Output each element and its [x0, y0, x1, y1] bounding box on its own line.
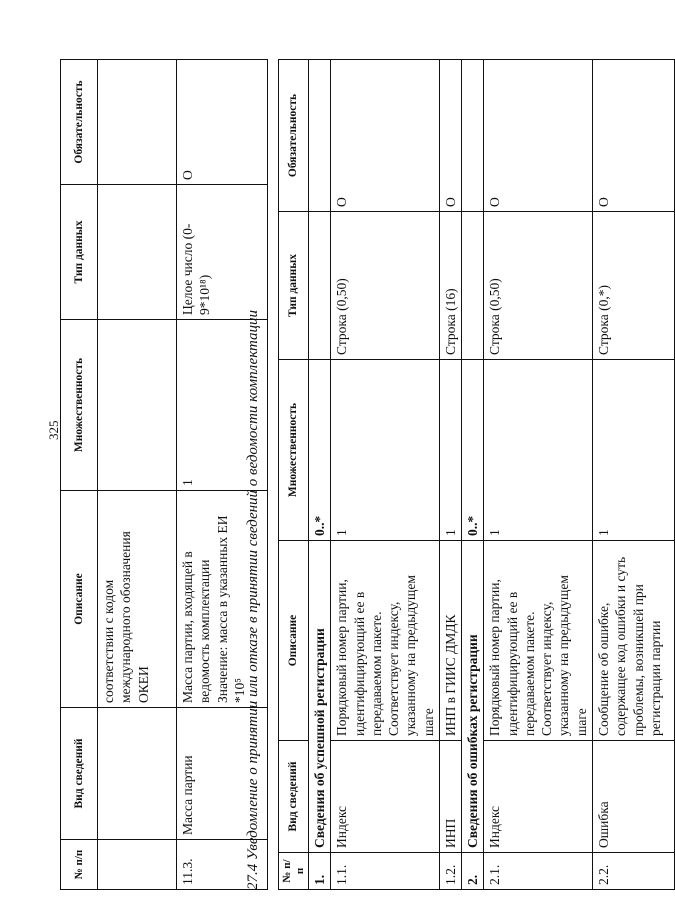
cell-req: O	[439, 60, 461, 212]
page-number: 325	[46, 420, 61, 440]
cell-type: Целое число (0-9*10¹⁸)	[177, 185, 268, 320]
cell-desc: Порядковый номер партии, идентифицирующий ее в передаваемом пакете. Соответствует индексу, указанному на предыдущем шаге	[331, 541, 440, 741]
cell-req	[98, 60, 177, 185]
header-num: № п/п	[279, 853, 309, 890]
cell-num	[98, 840, 177, 890]
cell-mult: 0..*	[309, 360, 331, 541]
cell-type: Строка (0,50)	[484, 212, 593, 360]
cell-mult: 1	[177, 320, 268, 491]
table-row	[484, 60, 593, 890]
table-caption: 27.4 Уведомление о принятии или отказе в принятии сведений о ведомости комплектации	[245, 309, 261, 890]
cell-desc: Сообщение об ошибке, содержащее код ошибки и суть проблемы, возникшей при регистрации партии	[592, 541, 674, 741]
cell-num: 1.1.	[331, 853, 440, 890]
header-name: Вид сведений	[279, 741, 309, 853]
cell-type: Строка (16)	[439, 212, 461, 360]
header-mult: Множественность	[61, 320, 98, 491]
cell-mult: 1	[592, 360, 674, 541]
cell-name: Ошибка	[592, 741, 674, 853]
header-type: Тип данных	[61, 185, 98, 320]
section-row	[462, 60, 484, 890]
cell-name: Масса партии	[177, 708, 268, 840]
table-row	[331, 60, 440, 890]
cell-num: 11.3.	[177, 840, 268, 890]
cell-mult: 1	[331, 360, 440, 541]
header-desc: Описание	[61, 491, 98, 708]
header-desc: Описание	[279, 541, 309, 741]
cell-req: O	[484, 60, 593, 212]
cell-mult: 0..*	[462, 360, 484, 541]
cell-mult: 1	[439, 360, 461, 541]
cell-num: 1.	[309, 853, 331, 890]
cell-req: O	[177, 60, 268, 185]
cell-type: Строка (0,*)	[592, 212, 674, 360]
cell-name: Индекс	[331, 741, 440, 853]
header-num: № п/п	[61, 840, 98, 890]
cell-name: Индекс	[484, 741, 593, 853]
header-req: Обязательность	[279, 60, 309, 212]
cell-desc: Порядковый номер партии, идентифицирующий ее в передаваемом пакете. Соответствует индексу, указанному на предыдущем шаге	[484, 541, 593, 741]
desc-value-note: Значение: масса в указанных ЕИ *10⁵	[214, 515, 247, 703]
cell-desc: ИНП в ГИИС ДМДК	[439, 541, 461, 741]
cell-type: Строка (0,50)	[331, 212, 440, 360]
header-req: Обязательность	[61, 60, 98, 185]
section-title: Сведения об ошибках регистрации	[462, 541, 484, 853]
header-name: Вид сведений	[61, 708, 98, 840]
header-row	[279, 60, 309, 890]
rotated-page-content	[60, 60, 663, 890]
section-title: Сведения об успешной регистрации	[309, 541, 331, 853]
desc-text: Масса партии, входящей в ведомость комплектации	[180, 551, 213, 703]
table-row	[439, 60, 461, 890]
cell-name: ИНП	[439, 741, 461, 853]
section-row	[309, 60, 331, 890]
cell-num: 2.1.	[484, 853, 593, 890]
cell-mult	[98, 320, 177, 491]
header-type: Тип данных	[279, 212, 309, 360]
cell-desc: соответствии с кодом международного обозначения ОКЕИ	[98, 491, 177, 708]
cell-mult: 1	[484, 360, 593, 541]
table-row	[592, 60, 674, 890]
header-row	[61, 60, 98, 890]
cell-num: 2.	[462, 853, 484, 890]
table-row	[98, 60, 177, 890]
cell-name	[98, 708, 177, 840]
table-notification	[278, 59, 675, 890]
cell-req: O	[592, 60, 674, 212]
header-mult: Множественность	[279, 360, 309, 541]
cell-num: 1.2.	[439, 853, 461, 890]
cell-type	[98, 185, 177, 320]
cell-req: O	[331, 60, 440, 212]
table-continued	[60, 59, 268, 890]
cell-num: 2.2.	[592, 853, 674, 890]
